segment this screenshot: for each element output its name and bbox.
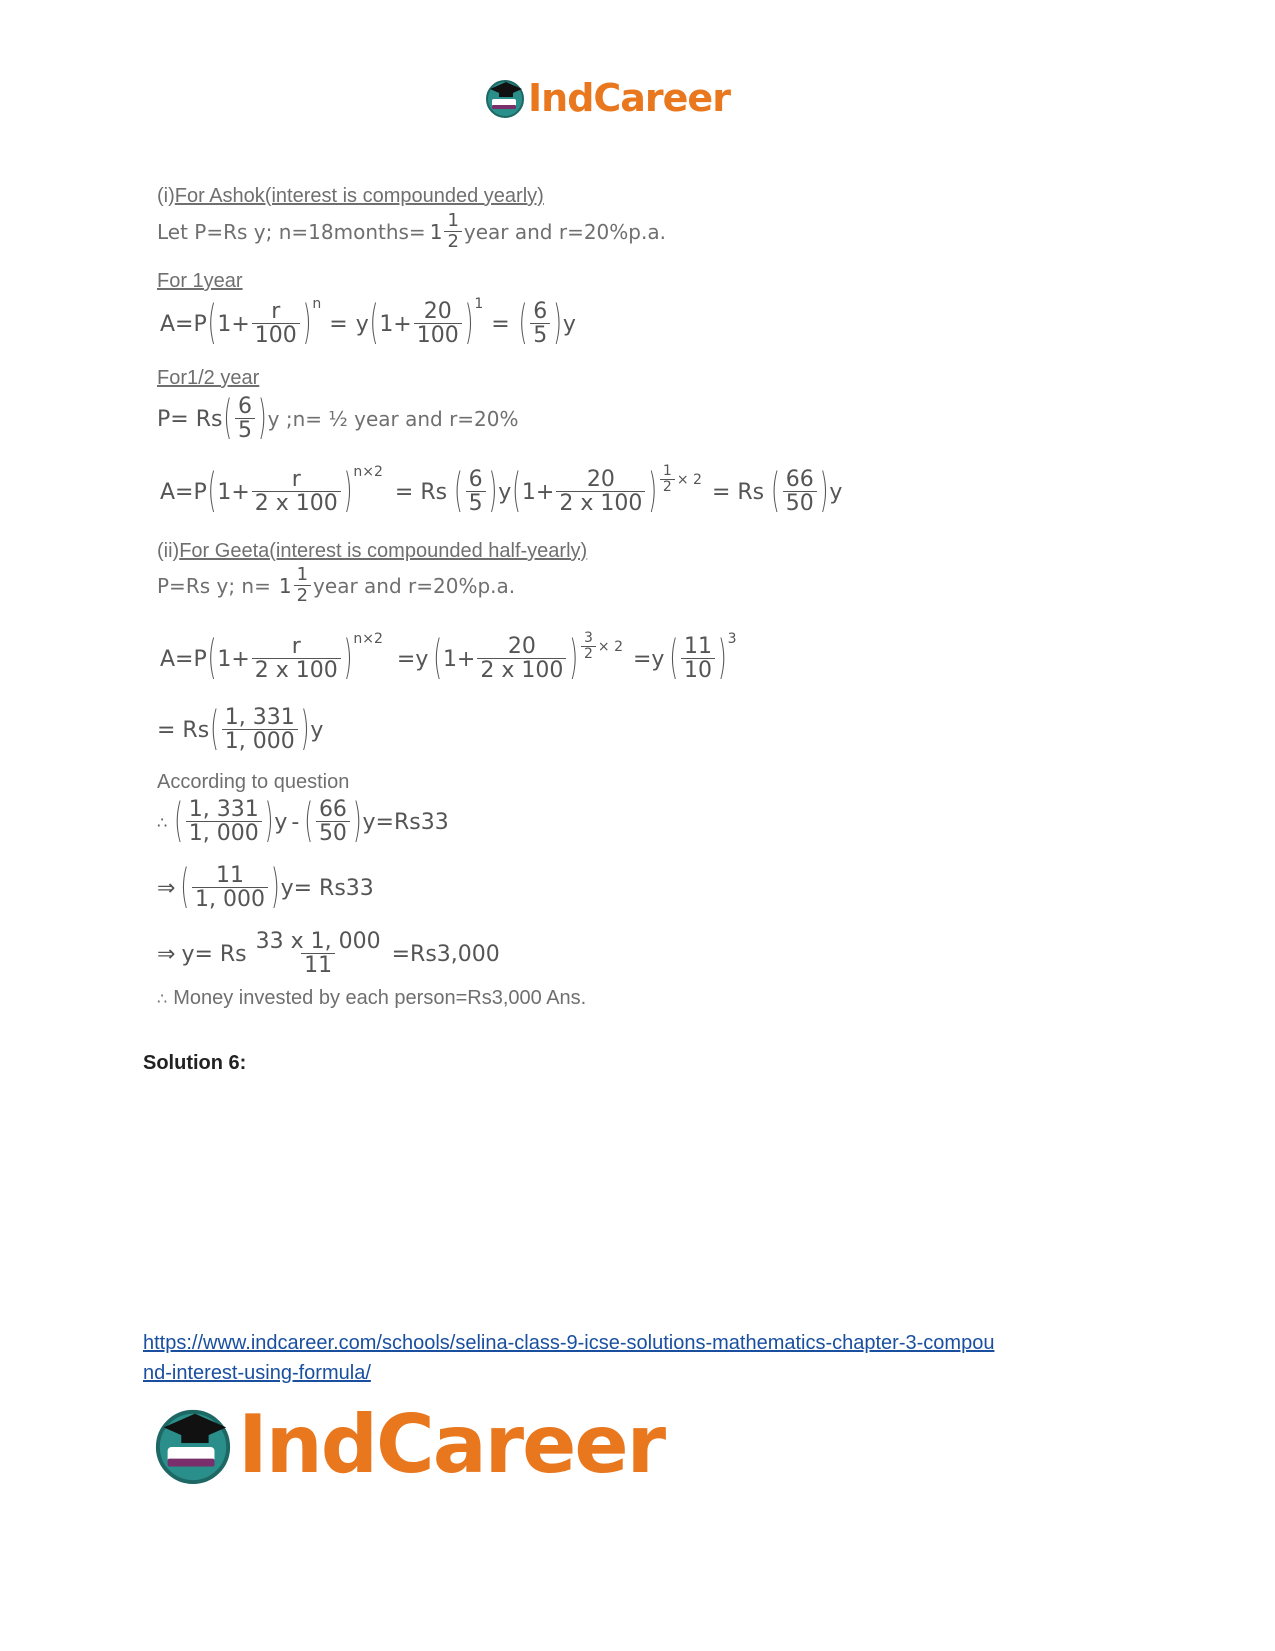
equation-3 [160,630,737,686]
for-half-year-heading: For1/2 year [157,367,260,389]
paren-open: ( [174,795,183,849]
fraction-den: 2 [660,479,675,495]
fraction-den: 100 [414,323,462,348]
fraction-num: 66 [785,467,814,492]
fraction-num: r [291,634,301,659]
eq-rs: = Rs [157,717,210,743]
fraction-den: 50 [316,821,350,846]
fraction-6-5 [466,468,486,516]
graduation-cap-book-icon [484,77,526,119]
fraction-num: 20 [586,467,615,492]
eq-tail: y=Rs33 [362,809,449,835]
geeta-heading [157,540,587,563]
var-y: y [310,717,324,743]
ashok-heading-prefix: (i) [157,185,175,207]
times-2: × 2 [676,471,702,488]
paren-close: ) [343,632,353,686]
eq-one-plus: 1+ [379,311,412,337]
header-logo [484,76,730,120]
paren-close: ) [258,392,267,446]
eq-one-plus: 1+ [217,311,250,337]
paren-open: ( [369,297,379,351]
minus-sign: - [291,809,300,835]
paren-open: ( [223,392,233,446]
fraction-num: 66 [318,797,347,822]
fraction-1331-1000 [186,798,262,846]
implies-symbol: ⇒ [157,875,176,901]
fraction-num: 1 [662,463,672,479]
fraction-num: 6 [533,299,548,324]
eq-lhs: A=P [160,479,207,505]
according-text: According to question [157,771,350,793]
paren-close: ) [264,795,274,849]
paren-close: ) [718,632,727,686]
graduation-cap-book-icon [152,1404,234,1486]
paren-close: ) [352,795,362,849]
times-2: × 2 [597,638,623,655]
paren-open: ( [518,297,528,351]
fraction-den: 10 [681,658,715,683]
paren-close: ) [464,297,474,351]
solution-label: Solution 6: [143,1052,247,1074]
exponent: 1 [474,296,484,312]
three-halves-fraction [581,631,596,662]
paren-open: ( [669,632,679,686]
fraction-num: 33 x 1, 000 [255,929,381,954]
exponent: 3 [727,631,737,647]
eq-one-plus: 1+ [442,646,476,672]
equation-2 [160,463,843,519]
fraction-66-50 [316,798,350,846]
p-rs-text: P= Rs [157,406,223,432]
paren-open: ( [771,465,780,519]
fraction-11-1000 [192,864,268,912]
fraction-num: 11 [684,634,713,659]
paren-open: ( [210,703,219,757]
eq-tail: =Rs3,000 [391,941,500,967]
fraction-20-2x100 [477,635,566,683]
paren-close: ) [343,465,353,519]
fraction-den: 5 [530,323,550,348]
paren-open: ( [433,632,442,686]
paren-close: ) [300,703,310,757]
eq-tail: y= Rs33 [280,875,374,901]
eq-lhs: A=P [160,311,207,337]
therefore-symbol: ∴ [157,991,168,1008]
equals: = [491,311,510,337]
half-fraction [444,212,461,252]
fraction-num: 1 [447,210,459,231]
fraction-20-2x100 [556,468,645,516]
fraction-r-2x100 [252,468,341,516]
eq-lhs: A=P [160,646,207,672]
fraction-den: 100 [252,323,300,348]
fraction-den: 2 [294,585,311,606]
fraction-num: 1 [296,564,309,585]
fraction-den: 1, 000 [222,729,298,754]
fraction-den: 2 x 100 [556,491,645,516]
fraction-num: 1, 331 [224,705,295,730]
fraction-num: 6 [468,467,483,492]
p-rs-line [157,392,519,446]
fraction-66-50 [783,468,817,516]
p-geeta-tail: year and r=20%p.a. [313,573,516,598]
fraction-num: 11 [216,863,245,888]
geeta-heading-text: For Geeta(interest is compounded half-yearly) [179,540,588,562]
for-1year-heading: For 1year [157,270,243,292]
equals: = [329,311,348,337]
paren-open: ( [207,632,217,686]
paren-open: ( [304,795,313,849]
equation-7 [157,930,500,978]
paren-close: ) [648,465,657,519]
fraction-num: 20 [423,299,452,324]
fraction-1331-1000 [222,706,298,754]
mixed-whole: 1 [429,219,443,244]
eq-one-plus: 1+ [217,646,250,672]
fraction-den: 5 [235,418,255,443]
fraction-r-100 [252,300,300,348]
paren-open: ( [454,465,463,519]
fraction-den: 1, 000 [186,821,262,846]
fraction-num: 3 [583,630,593,646]
fraction-num: 20 [507,634,536,659]
fraction-6-5 [530,300,550,348]
fraction-r-2x100 [252,635,341,683]
paren-open: ( [180,861,190,915]
footer-logo-text: IndCareer [238,1398,665,1491]
fraction-den: 50 [783,491,817,516]
p-geeta-text: P=Rs y; n= [157,573,271,598]
fraction-den: 5 [466,491,486,516]
half-fraction [660,464,675,495]
source-link-line2[interactable]: nd-interest-using-formula/ [143,1362,371,1384]
ashok-heading-text: For Ashok(interest is compounded yearly) [174,185,544,207]
var-y: y [498,479,512,505]
fraction-33x1000-11 [253,930,384,978]
source-link-line1[interactable]: https://www.indcareer.com/schools/selina-class-9-icse-solutions-mathematics-chapter-3-compou [143,1332,995,1354]
var-y: y [562,311,576,337]
var-y: y [355,311,369,337]
ashok-heading [157,185,544,208]
exponent: n×2 [353,464,383,480]
fraction-6-5 [235,395,255,443]
equation-5 [157,795,449,849]
header-logo-text: IndCareer [528,76,730,120]
equals-y: =y [396,646,429,672]
half-fraction [294,566,311,606]
eq-one-plus: 1+ [521,479,555,505]
p-geeta-line [157,566,515,606]
var-y: y [274,809,288,835]
eq-one-plus: 1+ [217,479,250,505]
fraction-den: 2 x 100 [252,491,341,516]
paren-open: ( [207,465,217,519]
fraction-11-10 [681,635,715,683]
let-p-line [157,212,666,252]
paren-close: ) [271,861,280,915]
paren-close: ) [553,297,562,351]
mixed-whole: 1 [278,573,292,598]
paren-close: ) [488,465,498,519]
paren-close: ) [569,632,578,686]
eq-mid: y= Rs [181,941,247,967]
exponent: n [312,296,322,312]
eq-rs: = Rs [711,479,765,505]
conclusion-line [157,987,586,1010]
fraction-num: 6 [238,394,253,419]
paren-open: ( [512,465,521,519]
exponent: n×2 [353,631,383,647]
fraction-num: r [291,467,301,492]
source-link[interactable] [143,1328,994,1388]
fraction-den: 2 x 100 [252,658,341,683]
exponent-3-2-x2 [579,631,623,662]
paren-open: ( [207,297,217,351]
fraction-20-100 [414,300,462,348]
paren-close: ) [819,465,829,519]
let-p-tail: year and r=20%p.a. [463,219,666,244]
equals-y: =y [632,646,665,672]
footer-logo [152,1398,664,1491]
fraction-den: 2 [444,231,461,252]
conclusion-text: Money invested by each person=Rs3,000 Ans. [173,987,587,1009]
fraction-den: 2 [581,646,596,662]
fraction-den: 1, 000 [192,887,268,912]
equation-4 [157,703,324,757]
p-tail-text: y ;n= ½ year and r=20% [267,407,519,432]
geeta-heading-prefix: (ii) [157,540,180,562]
implies-symbol: ⇒ [157,941,176,967]
fraction-num: r [271,299,281,324]
paren-close: ) [302,297,312,351]
equation-1 [160,296,576,351]
therefore-symbol: ∴ [157,812,168,832]
fraction-den: 11 [301,953,335,978]
fraction-num: 1, 331 [188,797,259,822]
fraction-den: 2 x 100 [477,658,566,683]
equation-6 [157,861,374,915]
exponent-half-x2 [658,464,702,495]
let-p-text: Let P=Rs y; n=18months= [157,219,426,244]
var-y: y [829,479,843,505]
eq-rs: = Rs [394,479,448,505]
